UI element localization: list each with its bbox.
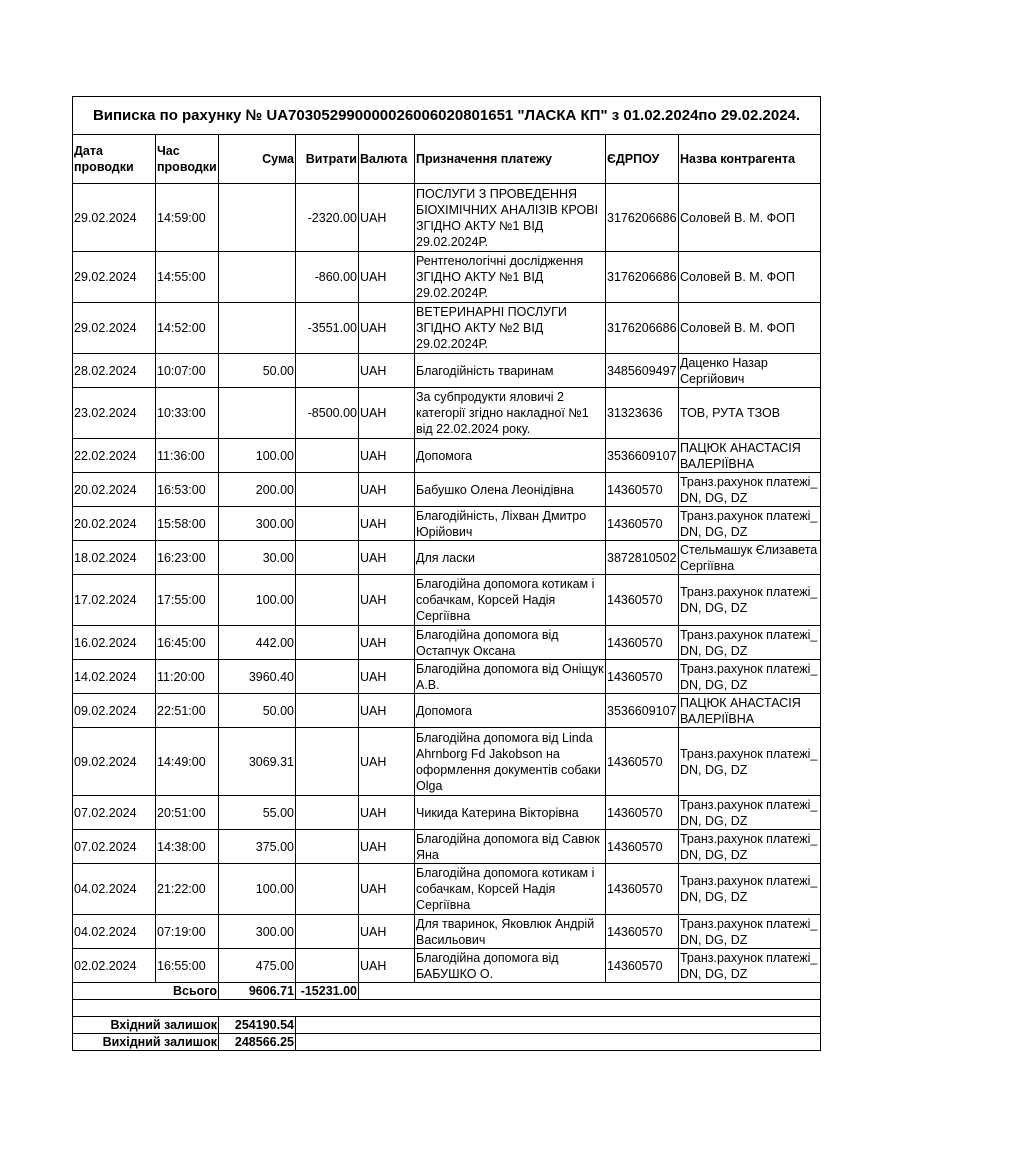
row-currency: UAH	[359, 915, 415, 949]
header-row	[73, 135, 821, 184]
row-currency: UAH	[359, 626, 415, 660]
row-date: 02.02.2024	[73, 949, 156, 983]
row-purpose: Благодійна допомога від Linda Ahrnborg Fd Jakobson на оформлення документів собаки Olga	[415, 728, 606, 796]
row-amount: 475.00	[219, 949, 296, 983]
table-row	[73, 864, 821, 915]
row-time: 14:55:00	[156, 252, 219, 303]
row-expense	[296, 660, 359, 694]
row-amount: 200.00	[219, 473, 296, 507]
row-date: 29.02.2024	[73, 303, 156, 354]
row-counterparty: Транз.рахунок платежі_ DN, DG, DZ	[679, 949, 821, 983]
row-expense	[296, 864, 359, 915]
row-currency: UAH	[359, 473, 415, 507]
row-counterparty: Транз.рахунок платежі_ DN, DG, DZ	[679, 915, 821, 949]
row-amount: 50.00	[219, 354, 296, 388]
row-amount	[219, 184, 296, 252]
row-edrpou: 14360570	[606, 915, 679, 949]
row-counterparty: Транз.рахунок платежі_ DN, DG, DZ	[679, 575, 821, 626]
row-purpose: Рентгенологічні дослідження ЗГІДНО АКТУ №1 ВІД 29.02.2024Р.	[415, 252, 606, 303]
row-edrpou: 14360570	[606, 660, 679, 694]
row-counterparty: Соловей В. М. ФОП	[679, 303, 821, 354]
row-purpose: ПОСЛУГИ З ПРОВЕДЕННЯ БІОХІМІЧНИХ АНАЛІЗІВ КРОВІ ЗГІДНО АКТУ №1 ВІД 29.02.2024Р.	[415, 184, 606, 252]
row-expense: -860.00	[296, 252, 359, 303]
row-expense	[296, 354, 359, 388]
row-edrpou: 14360570	[606, 575, 679, 626]
row-currency: UAH	[359, 949, 415, 983]
table-row	[73, 354, 821, 388]
row-date: 04.02.2024	[73, 915, 156, 949]
row-amount	[219, 388, 296, 439]
row-currency: UAH	[359, 303, 415, 354]
table-row	[73, 473, 821, 507]
row-counterparty: Стельмашук Єлизавета Сергіївна	[679, 541, 821, 575]
table-row	[73, 541, 821, 575]
row-purpose: Благодійність тваринам	[415, 354, 606, 388]
row-expense	[296, 439, 359, 473]
row-expense	[296, 626, 359, 660]
column-header-currency: Валюта	[359, 135, 415, 184]
row-currency: UAH	[359, 830, 415, 864]
row-edrpou: 3176206686	[606, 252, 679, 303]
closing-balance-row	[73, 1034, 821, 1051]
totals-label: Всього	[156, 983, 219, 1000]
row-currency: UAH	[359, 388, 415, 439]
row-time: 10:33:00	[156, 388, 219, 439]
row-currency: UAH	[359, 694, 415, 728]
row-counterparty: Транз.рахунок платежі_ DN, DG, DZ	[679, 473, 821, 507]
row-edrpou: 14360570	[606, 473, 679, 507]
row-counterparty: Соловей В. М. ФОП	[679, 252, 821, 303]
closing-balance-value: 248566.25	[219, 1034, 296, 1051]
column-header-expense: Витрати	[296, 135, 359, 184]
row-purpose: Благодійна допомога від Оніщук А.В.	[416, 661, 604, 692]
row-date: 28.02.2024	[73, 354, 156, 388]
row-edrpou: 3536609107	[606, 439, 679, 473]
row-date: 14.02.2024	[73, 660, 156, 694]
row-edrpou: 14360570	[606, 864, 679, 915]
row-purpose: Благодійна допомога від Савюк Яна	[415, 830, 606, 864]
row-expense	[296, 915, 359, 949]
row-currency: UAH	[359, 728, 415, 796]
row-time: 14:59:00	[156, 184, 219, 252]
table-row	[73, 439, 821, 473]
row-expense	[296, 575, 359, 626]
row-date: 04.02.2024	[73, 864, 156, 915]
row-purpose: ВЕТЕРИНАРНІ ПОСЛУГИ ЗГІДНО АКТУ №2 ВІД 29.02.2024Р.	[415, 303, 606, 354]
column-header-amount: Сума	[219, 135, 296, 184]
row-edrpou: 3485609497	[606, 354, 679, 388]
opening-balance-value: 254190.54	[219, 1017, 296, 1034]
row-time: 10:07:00	[156, 354, 219, 388]
row-expense	[296, 830, 359, 864]
row-date: 07.02.2024	[73, 830, 156, 864]
row-expense	[296, 473, 359, 507]
row-currency: UAH	[359, 864, 415, 915]
row-purpose: Благодійна допомога від БАБУШКО О.	[415, 949, 606, 983]
row-purpose: Допомога	[415, 439, 606, 473]
row-date: 18.02.2024	[73, 541, 156, 575]
row-date: 29.02.2024	[73, 252, 156, 303]
row-purpose: Чикида Катерина Вікторівна	[415, 796, 606, 830]
row-amount: 50.00	[219, 694, 296, 728]
row-currency: UAH	[359, 184, 415, 252]
column-header-purpose: Призначення платежу	[415, 135, 606, 184]
row-expense	[296, 796, 359, 830]
row-amount: 442.00	[219, 626, 296, 660]
row-time: 16:55:00	[156, 949, 219, 983]
row-purpose: Благодійна допомога від Остапчук Оксана	[415, 626, 606, 660]
row-currency: UAH	[359, 541, 415, 575]
row-purpose: Допомога	[415, 694, 606, 728]
row-date: 22.02.2024	[73, 439, 156, 473]
table-row	[73, 949, 821, 983]
spacer-row	[73, 1000, 821, 1017]
row-edrpou: 3176206686	[606, 303, 679, 354]
row-counterparty: Транз.рахунок платежі_ DN, DG, DZ	[679, 796, 821, 830]
totals-row	[73, 983, 821, 1000]
row-date: 09.02.2024	[73, 694, 156, 728]
column-header-counterparty: Назва контрагента	[679, 135, 821, 184]
table-row	[73, 575, 821, 626]
row-time: 17:55:00	[156, 575, 219, 626]
row-currency: UAH	[359, 439, 415, 473]
row-time: 14:38:00	[156, 830, 219, 864]
row-counterparty: ПАЦЮК АНАСТАСІЯ ВАЛЕРІЇВНА	[679, 439, 821, 473]
row-counterparty: Транз.рахунок платежі_ DN, DG, DZ	[679, 507, 821, 541]
row-purpose: Благодійна допомога котикам і собачкам, Корсей Надія Сергіївна	[415, 575, 606, 626]
statement-table	[72, 96, 821, 1051]
table-row	[73, 660, 821, 694]
row-edrpou: 14360570	[606, 507, 679, 541]
table-row	[73, 184, 821, 252]
row-expense	[296, 949, 359, 983]
row-amount	[219, 252, 296, 303]
row-date: 17.02.2024	[73, 575, 156, 626]
closing-balance-label: Вихідний залишок	[73, 1034, 219, 1051]
totals-expense: -15231.00	[296, 983, 359, 1000]
row-amount: 30.00	[219, 541, 296, 575]
row-amount	[219, 303, 296, 354]
row-edrpou: 14360570	[606, 949, 679, 983]
row-expense	[296, 694, 359, 728]
table-row	[73, 694, 821, 728]
table-row	[73, 303, 821, 354]
row-time: 16:45:00	[156, 626, 219, 660]
row-edrpou: 14360570	[606, 830, 679, 864]
row-time: 15:58:00	[156, 507, 219, 541]
row-currency: UAH	[359, 507, 415, 541]
row-date: 16.02.2024	[73, 626, 156, 660]
row-counterparty: Транз.рахунок платежі_ DN, DG, DZ	[679, 626, 821, 660]
table-row	[73, 388, 821, 439]
table-row	[73, 507, 821, 541]
row-edrpou: 14360570	[606, 796, 679, 830]
row-date: 20.02.2024	[73, 507, 156, 541]
row-amount: 100.00	[219, 439, 296, 473]
row-counterparty: Транз.рахунок платежі_ DN, DG, DZ	[679, 660, 821, 694]
row-edrpou: 3872810502	[606, 541, 679, 575]
row-edrpou: 14360570	[606, 626, 679, 660]
row-amount: 3069.31	[219, 728, 296, 796]
row-counterparty: ПАЦЮК АНАСТАСІЯ ВАЛЕРІЇВНА	[679, 694, 821, 728]
row-date: 20.02.2024	[73, 473, 156, 507]
table-row	[73, 915, 821, 949]
row-purpose: Бабушко Олена Леонідівна	[415, 473, 606, 507]
table-row	[73, 252, 821, 303]
row-counterparty: Даценко Назар Сергійович	[679, 354, 821, 388]
opening-balance-label: Вхідний залишок	[73, 1017, 219, 1034]
row-date: 09.02.2024	[73, 728, 156, 796]
row-currency: UAH	[359, 575, 415, 626]
row-time: 11:36:00	[156, 439, 219, 473]
row-time: 16:53:00	[156, 473, 219, 507]
column-header-edrpou: ЄДРПОУ	[606, 135, 679, 184]
row-time: 16:23:00	[156, 541, 219, 575]
row-currency: UAH	[359, 796, 415, 830]
row-currency: UAH	[359, 660, 415, 694]
row-counterparty: ТОВ, РУТА ТЗОВ	[679, 388, 821, 439]
opening-balance-row	[73, 1017, 821, 1034]
row-expense	[296, 507, 359, 541]
column-header-date: Дата проводки	[73, 135, 156, 184]
row-expense	[296, 541, 359, 575]
row-purpose: Для ласки	[415, 541, 606, 575]
row-time: 21:22:00	[156, 864, 219, 915]
row-time: 11:20:00	[156, 660, 219, 694]
row-time: 14:49:00	[156, 728, 219, 796]
row-date: 23.02.2024	[73, 388, 156, 439]
row-time: 22:51:00	[156, 694, 219, 728]
row-amount: 100.00	[219, 575, 296, 626]
row-expense	[296, 728, 359, 796]
row-amount: 375.00	[219, 830, 296, 864]
table-row	[73, 728, 821, 796]
row-time: 07:19:00	[156, 915, 219, 949]
row-edrpou: 3536609107	[606, 694, 679, 728]
row-purpose: Благодійна допомога котикам і собачкам, Корсей Надія Сергіївна	[415, 864, 606, 915]
row-counterparty: Соловей В. М. ФОП	[679, 184, 821, 252]
row-expense: -2320.00	[296, 184, 359, 252]
totals-amount: 9606.71	[219, 983, 296, 1000]
row-amount: 300.00	[219, 915, 296, 949]
row-edrpou: 3176206686	[606, 184, 679, 252]
table-row	[73, 830, 821, 864]
row-purpose: Благодійність, Ліхван Дмитро Юрійович	[415, 507, 606, 541]
row-purpose: Для тваринок, Яковлюк Андрій Васильович	[415, 915, 606, 949]
row-time: 14:52:00	[156, 303, 219, 354]
row-date: 29.02.2024	[73, 184, 156, 252]
row-counterparty: Транз.рахунок платежі_ DN, DG, DZ	[679, 830, 821, 864]
row-currency: UAH	[359, 354, 415, 388]
row-date: 07.02.2024	[73, 796, 156, 830]
table-row	[73, 796, 821, 830]
table-row	[73, 626, 821, 660]
row-counterparty: Транз.рахунок платежі_ DN, DG, DZ	[679, 864, 821, 915]
row-edrpou: 31323636	[606, 388, 679, 439]
row-amount: 100.00	[219, 864, 296, 915]
statement-title: Виписка по рахунку № UA703052990000026006020801651 "ЛАСКА КП" з 01.02.2024по 29.02.2024.	[73, 97, 821, 135]
column-header-time: Час проводки	[156, 135, 219, 184]
row-currency: UAH	[359, 252, 415, 303]
row-purpose: За субпродукти яловичі 2 категорії згідно накладної №1 від 22.02.2024 року.	[415, 388, 606, 439]
row-expense: -3551.00	[296, 303, 359, 354]
row-expense: -8500.00	[296, 388, 359, 439]
row-amount: 300.00	[219, 507, 296, 541]
row-amount: 55.00	[219, 796, 296, 830]
row-counterparty: Транз.рахунок платежі_ DN, DG, DZ	[679, 728, 821, 796]
row-amount: 3960.40	[219, 660, 296, 694]
row-edrpou: 14360570	[606, 728, 679, 796]
row-time: 20:51:00	[156, 796, 219, 830]
